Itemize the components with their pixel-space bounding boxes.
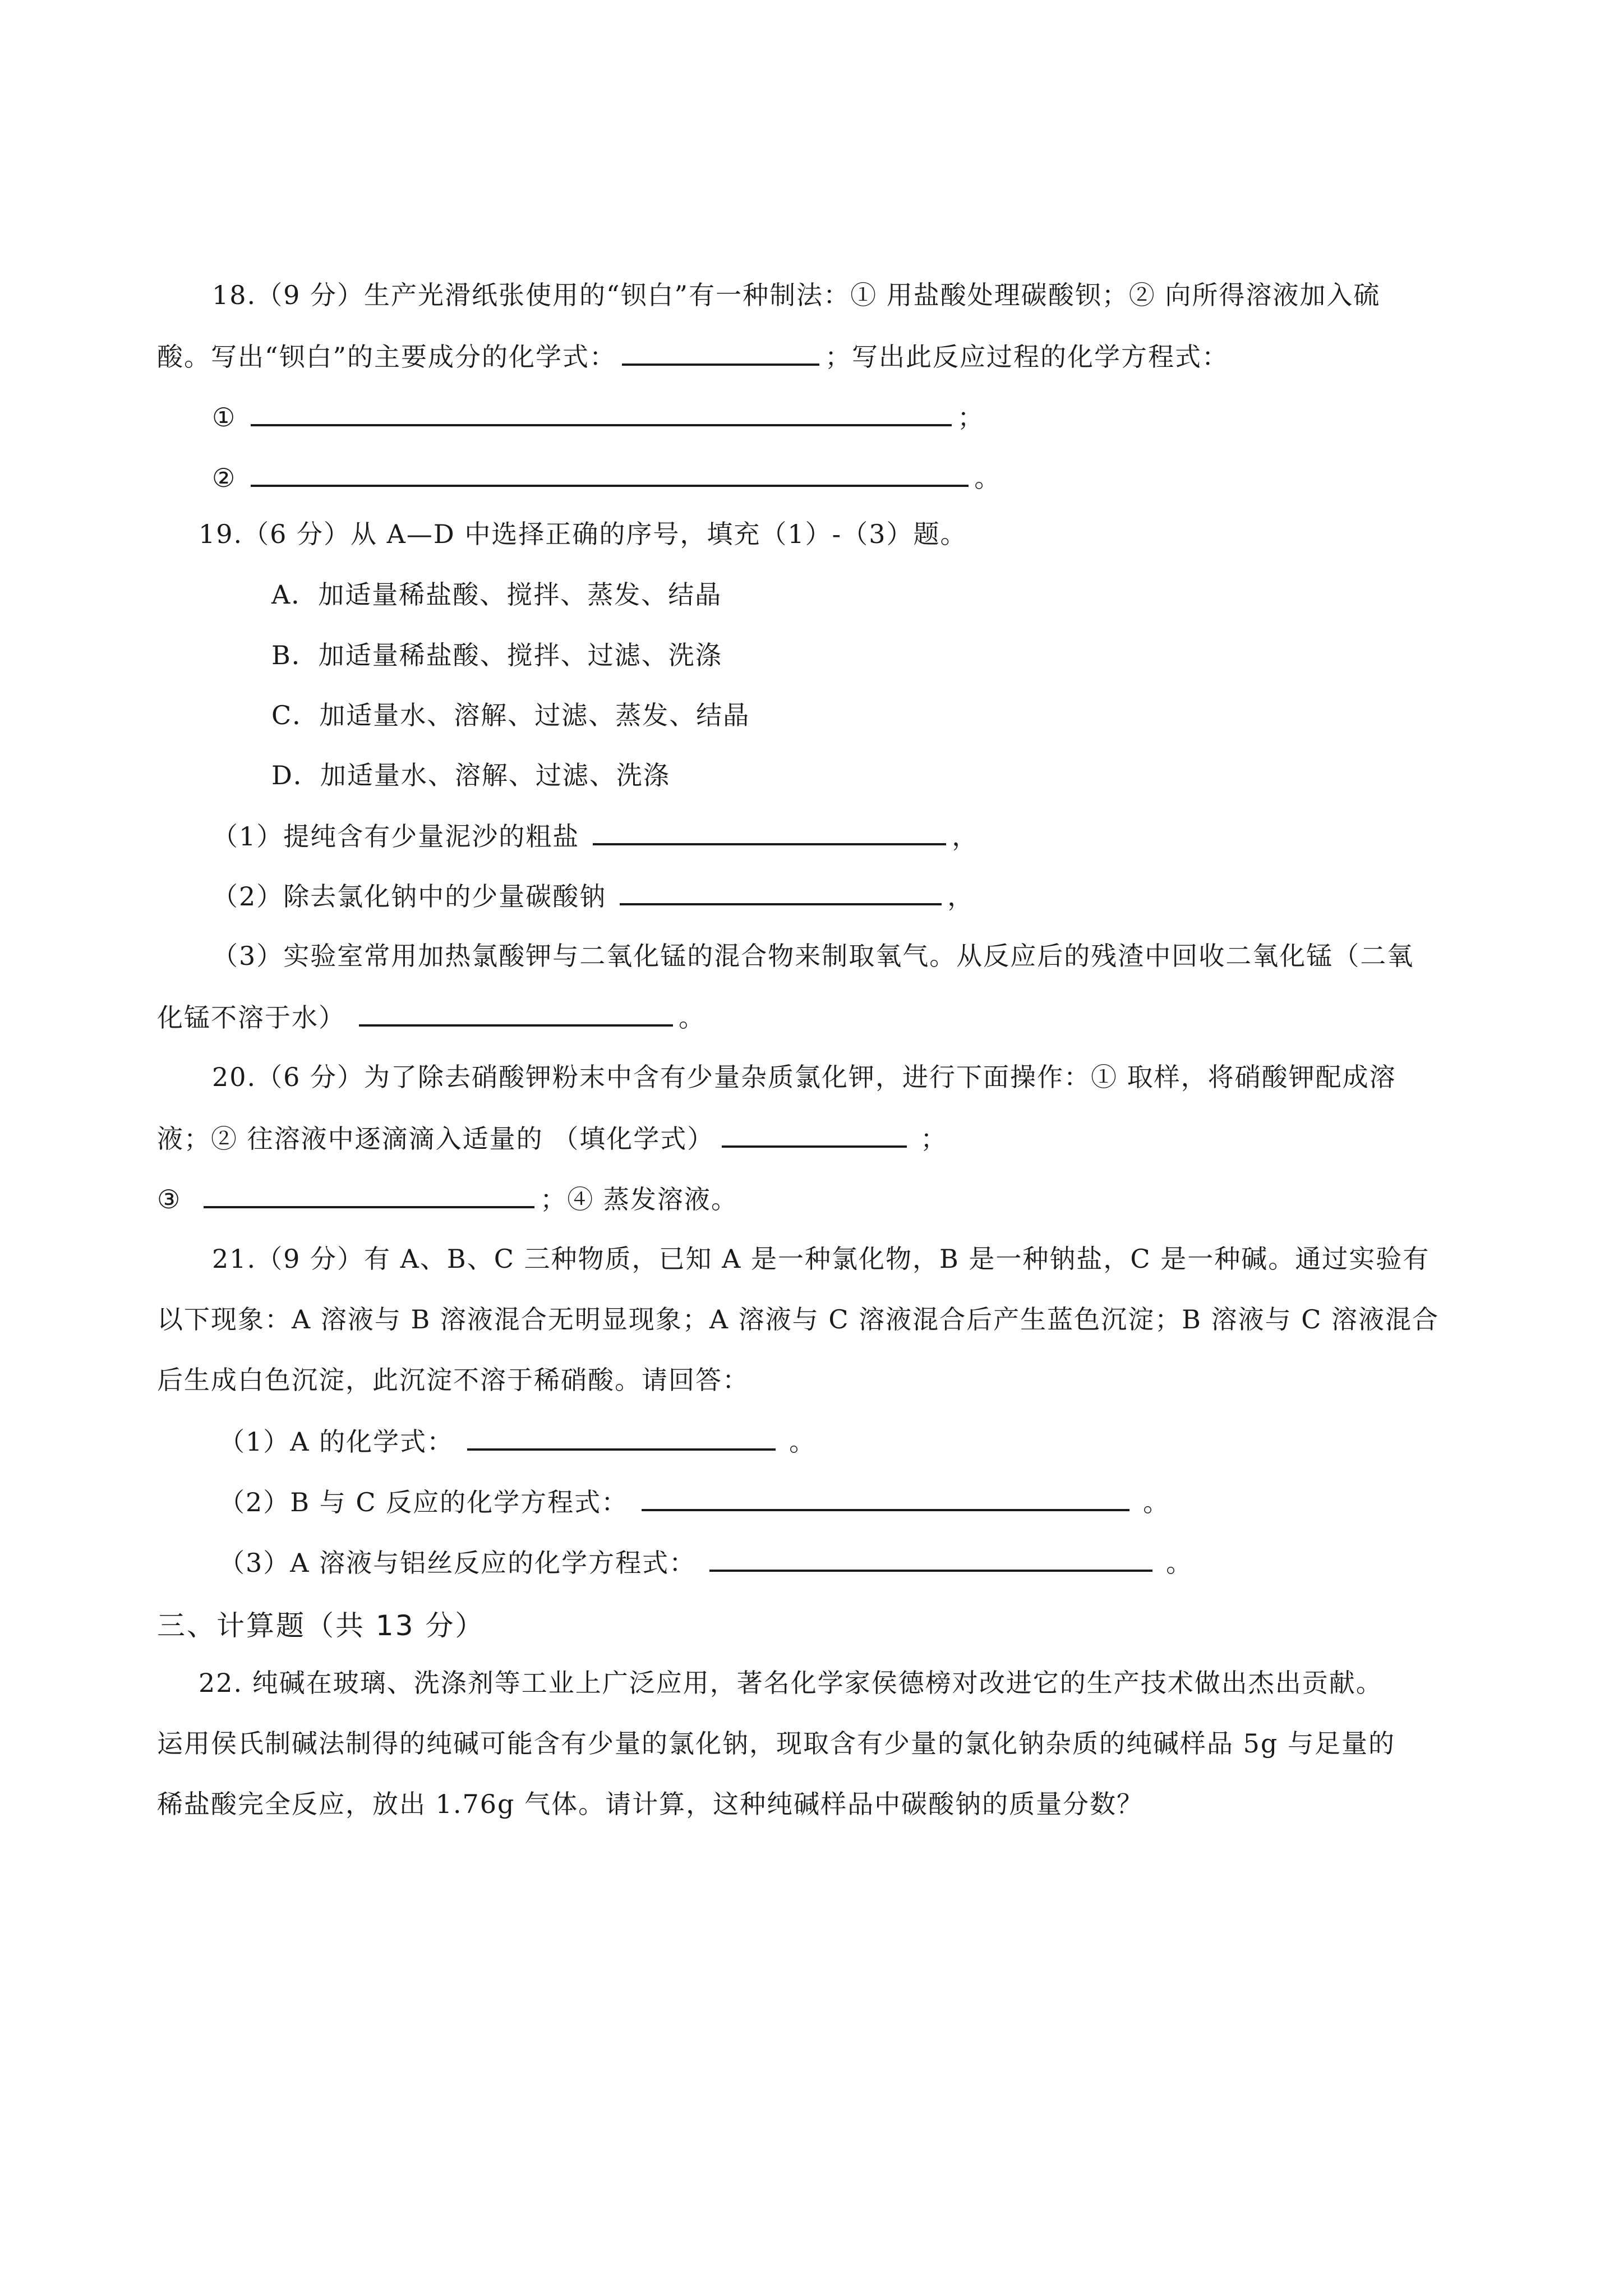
q18-equation-prompt: ；写出此反应过程的化学方程式： <box>825 342 1229 372</box>
q22-text: 22. 纯碱在玻璃、洗涤剂等工业上广泛应用，著名化学家侯德榜对改进它的生产技术做出杰出贡献。 <box>199 1668 1383 1698</box>
section3-title: 三、计算题（共 13 分） <box>157 1609 485 1642</box>
q18-item1-end: ； <box>957 402 985 432</box>
q19-option-a-text: A．加适量稀盐酸、搅拌、蒸发、结晶 <box>271 579 722 610</box>
q21-sub2-text: （2）B 与 C 反应的化学方程式： <box>219 1487 629 1517</box>
q22-line2 <box>157 1727 1395 1760</box>
q21-sub3-text: （3）A 溶液与铝丝反应的化学方程式： <box>219 1548 697 1578</box>
q19-sub1-end: ， <box>952 821 979 852</box>
q21-text: 21.（9 分）有 A、B、C 三种物质，已知 A 是一种氯化物，B 是一种钠盐，C 是一种碱。通过实验有 <box>212 1244 1430 1274</box>
section3-heading <box>157 1609 485 1642</box>
q19-sub1-blank[interactable] <box>593 818 946 845</box>
q20-text: 20.（6 分）为了除去硝酸钾粉末中含有少量杂质氯化钾，进行下面操作：① 取样，将硝酸钾配成溶 <box>212 1062 1396 1092</box>
q19-option-d-text: D．加适量水、溶解、过滤、洗涤 <box>271 760 670 790</box>
q18-item1 <box>212 399 984 434</box>
q21-line3 <box>157 1363 749 1397</box>
q21-sub1-end: 。 <box>789 1427 817 1457</box>
q18-item2-end: 。 <box>974 463 1002 493</box>
q20-step3-marker: ③ <box>157 1184 182 1214</box>
q19-sub2-text: （2）除去氯化钠中的少量碳酸钠 <box>212 881 607 912</box>
q21-sub1-blank[interactable] <box>467 1424 776 1451</box>
q21-sub3 <box>219 1545 1193 1580</box>
q21-sub3-end: 。 <box>1166 1548 1193 1578</box>
q22-text-cont: 运用侯氏制碱法制得的纯碱可能含有少量的氯化钠，现取含有少量的氯化钠杂质的纯碱样品 5g 与足量的 <box>157 1728 1395 1759</box>
q18-text: 18.（9 分）生产光滑纸张使用的“钡白”有一种制法：① 用盐酸处理碳酸钡；② 向所得溶液加入硫 <box>212 280 1381 310</box>
q21-sub2-end: 。 <box>1143 1487 1170 1517</box>
q19-sub3-line1 <box>212 939 1414 973</box>
q21-line1 <box>212 1242 1430 1276</box>
q22-line3 <box>157 1787 1144 1821</box>
q20-step2-end: ； <box>920 1124 948 1154</box>
q22-text-cont2: 稀盐酸完全反应，放出 1.76g 气体。请计算，这种纯碱样品中碳酸钠的质量分数？ <box>157 1789 1144 1819</box>
q19-sub3-line2 <box>157 1000 706 1034</box>
q19-intro <box>199 517 967 551</box>
q19-sub3-end: 。 <box>679 1002 706 1033</box>
q21-sub1-text: （1）A 的化学式： <box>219 1427 454 1457</box>
q21-line2 <box>157 1303 1439 1336</box>
q19-sub2 <box>212 878 974 913</box>
q19-sub1-text: （1）提纯含有少量泥沙的粗盐 <box>212 821 580 852</box>
q18-item2 <box>212 460 1001 495</box>
q20-line1 <box>212 1060 1396 1094</box>
q19-sub3-blank[interactable] <box>359 1000 673 1027</box>
q18-formula-blank[interactable] <box>622 339 819 366</box>
q20-step3-blank[interactable] <box>204 1181 534 1208</box>
q21-sub3-blank[interactable] <box>709 1545 1152 1572</box>
q19-option-a <box>271 578 722 611</box>
q21-sub2-blank[interactable] <box>642 1484 1129 1511</box>
q19-option-c-text: C．加适量水、溶解、过滤、蒸发、结晶 <box>271 700 750 730</box>
q18-equation1-blank[interactable] <box>251 399 952 426</box>
q21-text-cont2: 后生成白色沉淀，此沉淀不溶于稀硝酸。请回答： <box>157 1365 749 1395</box>
q19-sub2-end: ， <box>947 881 975 912</box>
q19-option-c <box>271 698 750 732</box>
q21-sub2 <box>219 1484 1170 1519</box>
q19-option-b <box>271 638 722 672</box>
q20-line3 <box>157 1181 738 1216</box>
q18-formula-prompt: 酸。写出“钡白”的主要成分的化学式： <box>157 342 617 372</box>
q19-text: 19.（6 分）从 A—D 中选择正确的序号，填充（1）-（3）题。 <box>199 519 967 549</box>
q18-equation2-blank[interactable] <box>251 460 969 487</box>
q20-formula-blank[interactable] <box>722 1121 907 1148</box>
q19-sub3-text: （3）实验室常用加热氯酸钾与二氧化锰的混合物来制取氧气。从反应后的残渣中回收二氧化锰（二氧 <box>212 941 1414 971</box>
q19-sub1 <box>212 818 979 853</box>
q19-sub3-text-cont: 化锰不溶于水） <box>157 1002 345 1033</box>
q21-text-cont: 以下现象：A 溶液与 B 溶液混合无明显现象；A 溶液与 C 溶液混合后产生蓝色沉淀；B 溶液与 C 溶液混合 <box>157 1304 1440 1335</box>
q20-line2 <box>157 1121 947 1156</box>
q21-sub1 <box>219 1424 816 1458</box>
q18-line1 <box>212 278 1380 312</box>
q19-option-d <box>271 758 670 792</box>
q18-item2-marker: ② <box>212 463 237 493</box>
q19-sub2-blank[interactable] <box>620 878 942 905</box>
q18-item1-marker: ① <box>212 402 237 432</box>
q20-step4-text: ；④ 蒸发溶液。 <box>540 1184 738 1214</box>
q18-line2 <box>157 339 1229 374</box>
q22-line1 <box>199 1666 1383 1700</box>
q20-step2-text: 液；② 往溶液中逐滴滴入适量的 （填化学式） <box>157 1124 714 1154</box>
q19-option-b-text: B．加适量稀盐酸、搅拌、过滤、洗涤 <box>271 640 722 670</box>
